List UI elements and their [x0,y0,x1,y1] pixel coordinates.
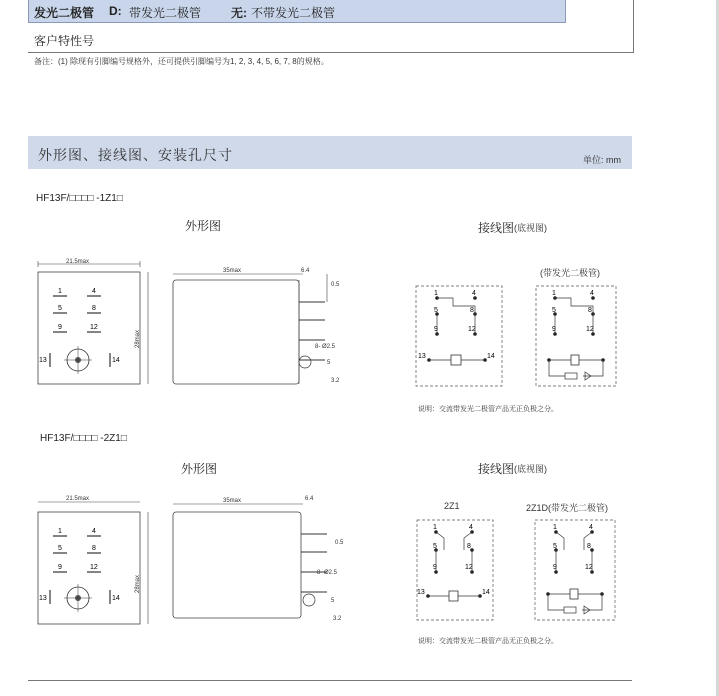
unit-label: 单位: mm [583,155,621,165]
pin-13: 13 [39,357,47,364]
wiring-led-pin-4: 4 [590,290,594,297]
wiring2-pin-9: 9 [433,564,437,571]
led-none-desc: 不带发光二极管 [251,6,336,20]
pin-4: 4 [92,288,96,295]
wiring2-led-pin-4: 4 [589,524,593,531]
wiring2-pin-5: 5 [433,543,437,550]
wiring-pin-4: 4 [472,290,476,297]
pin2-13: 13 [39,595,47,602]
bottom-view-2z1 [30,494,160,634]
wiring-led-pin-1: 1 [552,290,556,297]
wiring-pin-14: 14 [487,353,495,360]
side-view-2z1 [165,492,355,626]
led-d-code: D: [109,4,122,18]
led-option-label: 发光二极管 [34,6,95,20]
dim-length-2: 35max [223,498,242,504]
wiring2-pin-13: 13 [417,589,425,596]
customer-code-label: 客户特性号 [34,34,95,48]
dim-offset-2: 3.2 [333,616,342,622]
led-none-code: 无: [231,6,247,20]
pin-5: 5 [58,305,62,312]
led-variant-1: (带发光二极管) [540,268,600,278]
dim-length-1: 35max [223,268,242,274]
pin2-1: 1 [58,528,62,535]
wiring-pin-5: 5 [434,307,438,314]
page-bottom-rule [28,680,632,681]
variant-std-2: 2Z1 [444,501,460,511]
wiring2-led-pin-9: 9 [553,564,557,571]
wiring-pin-1: 1 [434,290,438,297]
wiring-pin-8: 8 [470,307,474,314]
wiring-note-2: 说明：交流带发光二极管产品无正负极之分。 [418,638,558,645]
dim-offset-1: 3.2 [331,378,340,384]
side-view-1z1 [165,262,355,392]
wiring-led-pin-8: 8 [588,307,592,314]
pin-8: 8 [92,305,96,312]
dim-pinw-2: 0.5 [335,540,344,546]
wiring-2z1-led [534,518,618,624]
table-frame-right [633,0,634,52]
dim-pitch-1: 5 [327,360,331,366]
pin2-5: 5 [58,545,62,552]
section-title: 外形图、接线图、安装孔尺寸 [38,147,233,163]
pin2-4: 4 [92,528,96,535]
pin-9: 9 [58,324,62,331]
outline-title-1: 外形图 [185,219,222,233]
pin-1: 1 [58,288,62,295]
wiring-led-pin-9: 9 [552,326,556,333]
dim-hole-1: 8- Ø2.5 [315,344,336,350]
wiring2-led-pin-5: 5 [553,543,557,550]
dim-height-2: 28max [135,574,141,593]
wiring-sub-1: (底视图) [514,223,547,233]
wiring2-led-pin-8: 8 [587,543,591,550]
pin2-8: 8 [92,545,96,552]
wiring-title-2: 接线图 [478,462,515,476]
dim-pinw-1: 0.5 [331,282,340,288]
outline-title-2: 外形图 [181,462,218,476]
wiring2-led-pin-1: 1 [553,524,557,531]
bottom-view-1z1 [30,258,160,398]
dim-hole-2: 8- Ø2.5 [317,570,338,576]
led-option-row [28,0,566,23]
wiring-pin-12: 12 [468,326,476,333]
dim-pinlen-1: 6.4 [301,268,310,274]
model-1z1: HF13F/□□□□ -1Z1□ [36,193,123,204]
dim-pinlen-2: 6.4 [305,496,314,502]
dim-width-1: 21.5max [66,259,90,265]
dim-height-1: 28max [135,329,141,348]
wiring2-pin-4: 4 [469,524,473,531]
dim-pitch-2: 5 [331,598,335,604]
wiring-led-pin-12: 12 [586,326,594,333]
dim-width-2: 21.5max [66,496,90,502]
pin2-14: 14 [112,595,120,602]
wiring-led-pin-5: 5 [552,307,556,314]
pin-14: 14 [112,357,120,364]
led-d-desc: 带发光二极管 [129,6,202,20]
pin2-12: 12 [90,564,98,571]
wiring2-pin-14: 14 [482,589,490,596]
model-2z1: HF13F/□□□□ -2Z1□ [40,433,127,444]
wiring-1z1-led [535,284,619,390]
pin2-9: 9 [58,564,62,571]
pin-12: 12 [90,324,98,331]
variant-led-2: 2Z1D(带发光二极管) [526,503,609,513]
wiring-pin-13: 13 [418,353,426,360]
wiring-note-1: 说明：交流带发光二极管产品无正负极之分。 [418,406,558,413]
wiring-2z1 [416,518,496,624]
wiring2-pin-1: 1 [433,524,437,531]
wiring-1z1 [415,284,505,390]
wiring2-pin-8: 8 [467,543,471,550]
table-frame-bottom [28,52,634,53]
wiring2-pin-12: 12 [465,564,473,571]
wiring2-led-pin-12: 12 [585,564,593,571]
wiring-sub-2: (底视图) [514,464,547,474]
wiring-pin-9: 9 [434,326,438,333]
wiring-title-1: 接线图 [478,221,515,235]
spec-note: 备注：(1) 除现有引脚编号规格外，还可提供引脚编号为1, 2, 3, 4, 5, 6, 7, 8的规格。 [34,57,329,66]
